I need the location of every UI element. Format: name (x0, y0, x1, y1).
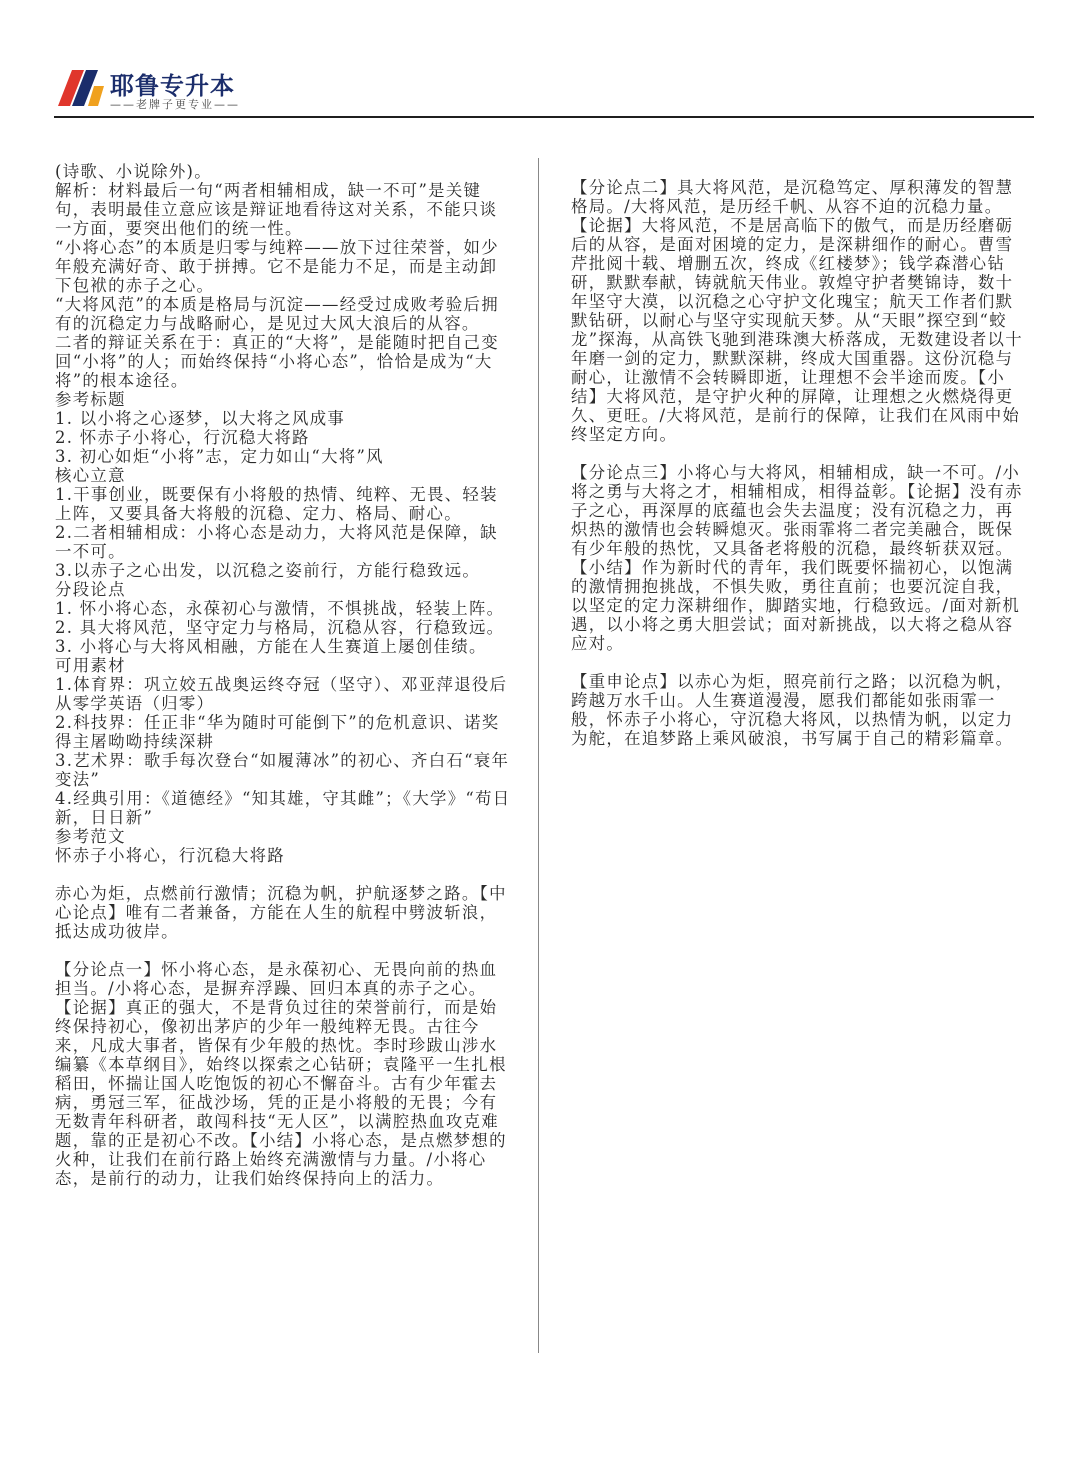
essay-title: 怀赤子小将心，行沉稳大将路 (55, 846, 285, 865)
header-divider (54, 116, 1034, 118)
brand-logo-icon (58, 70, 104, 106)
right-column (571, 178, 1029, 748)
essay-intro: 赤心为炬，点燃前行激情；沉稳为帆，护航逐梦之路。【中心论点】唯有二者兼备，方能在人生的航程中劈波斩浪，抵达成功彼岸。 (55, 884, 507, 941)
essay-point-two: 【分论点二】具大将风范，是沉稳笃定、厚积薄发的智慧格局。/大将风范，是历经千帆、从容不迫的沉稳力量。【论据】大将风范，不是居高临下的傲气，而是历经磨砺后的从容，是面对困境的定力，是深耕细作的耐心。曹雪芹批阅十载、增删五次，终成《红楼梦》；钱学森潜心钻研，默默奉献，铸就航天伟业。敦煌守护者樊锦诗，数十年坚守大漠，以沉稳之心守护文化瑰宝；航天工作者们默默钻研，以耐心与坚守实现航天梦。从“天眼”探空到“蛟龙”探海，从高铁飞驰到港珠澳大桥落成，无数建设者以十年磨一剑的定力，默默深耕，终成大国重器。这份沉稳与耐心，让激情不会转瞬即逝，让理想不会半途而废。【小结】大将风范，是守护火种的屏障，让理想之火燃烧得更久、更旺。/大将风范，是前行的保障，让我们在风雨中始终坚定方向。 (571, 178, 1023, 444)
analysis-paragraph: 解析：材料最后一句“两者相辅相成，缺一不可”是关键句，表明最佳立意应该是辩证地看待这对关系，不能只谈一方面，要突出他们的统一性。 (55, 181, 498, 238)
page-header (0, 0, 1080, 118)
brand-name: 耶鲁专升本 (110, 72, 235, 100)
section-heading-points: 分段论点 (55, 580, 126, 599)
essay-point-three: 【分论点三】小将心与大将风，相辅相成，缺一不可。/小将之勇与大将之才，相辅相成，相得益彰。【论据】没有赤子之心，再深厚的底蕴也会失去温度；没有沉稳之力，再炽热的激情也会转瞬熄灭。张雨霏将二者完美融合，既保有少年般的热忱，又具备老将般的沉稳，最终斩获双冠。【小结】作为新时代的青年，我们既要怀揣初心，以饱满的激情拥抱挑战，不惧失败，勇往直前；也要沉淀自我，以坚定的定力深耕细作，脚踏实地，行稳致远。/面对新机遇，以小将之勇大胆尝试；面对新挑战，以大将之稳从容应对。 (571, 463, 1023, 653)
sub-point: 2. 具大将风范，坚守定力与格局，沉稳从容，行稳致远。 (55, 618, 505, 637)
section-heading-titles: 参考标题 (55, 390, 126, 409)
xiaojiang-explanation: “小将心态”的本质是归零与纯粹——放下过往荣誉，如少年般充满好奇、敢于拼搏。它不是能力不足，而是主动卸下包袱的赤子之心。 (55, 238, 499, 295)
brand-slogan: ——老牌子更专业—— (110, 98, 240, 111)
dajiang-explanation: “大将风范”的本质是格局与沉淀——经受过成败考验后拥有的沉稳定力与战略耐心，是见过大风大浪后的从容。 (55, 295, 499, 333)
intro-note: (诗歌、小说除外)。 (55, 162, 212, 181)
column-divider (538, 158, 539, 1353)
material-item: 3.艺术界：歌手每次登台“如履薄冰”的初心、齐白石“衰年变法” (55, 751, 510, 789)
core-point: 2.二者相辅相成：小将心态是动力，大将风范是保障，缺一不可。 (55, 523, 498, 561)
essay-restatement: 【重申论点】以赤心为炬，照亮前行之路；以沉稳为帆，跨越万水千山。人生赛道漫漫，愿我们都能如张雨霏一般，怀赤子小将心，守沉稳大将风，以热情为帆，以定力为舵，在追梦路上乘风破浪，书写属于自己的精彩篇章。 (571, 672, 1014, 748)
dialectic-explanation: 二者的辩证关系在于：真正的“大将”，是能随时把自己变回“小将”的人；而始终保持“小将心态”，恰恰是成为“大将”的根本途径。 (55, 333, 499, 390)
section-heading-materials: 可用素材 (55, 656, 126, 675)
title-option: 1. 以小将之心逐梦，以大将之风成事 (55, 409, 346, 428)
core-point: 1.干事创业，既要保有小将般的热情、纯粹、无畏、轻装上阵，又要具备大将般的沉稳、定力、格局、耐心。 (55, 485, 498, 523)
sub-point: 3. 小将心与大将风相融，方能在人生赛道上屡创佳绩。 (55, 637, 487, 656)
sub-point: 1. 怀小将心态，永葆初心与激情，不惧挑战，轻装上阵。 (55, 599, 505, 618)
section-heading-essay: 参考范文 (55, 827, 126, 846)
material-item: 2.科技界：任正非“华为随时可能倒下”的危机意识、诺奖得主屠呦呦持续深耕 (55, 713, 500, 751)
core-point: 3.以赤子之心出发，以沉稳之姿前行，方能行稳致远。 (55, 561, 481, 580)
essay-point-one: 【分论点一】怀小将心态，是永葆初心、无畏向前的热血担当。/小将心态，是摒弃浮躁、回归本真的赤子之心。【论据】真正的强大，不是背负过往的荣誉前行，而是始终保持初心，像初出茅庐的少年一般纯粹无畏。古往今来，凡成大事者，皆保有少年般的热忱。李时珍跋山涉水编纂《本草纲目》，始终以探索之心钻研；袁隆平一生扎根稻田，怀揣让国人吃饱饭的初心不懈奋斗。古有少年霍去病，勇冠三军，征战沙场，凭的正是小将般的无畏；今有无数青年科研者，敢闯科技“无人区”，以满腔热血攻克难题，靠的正是初心不改。【小结】小将心态，是点燃梦想的火种，让我们在前行路上始终充满激情与力量。/小将心态，是前行的动力，让我们始终保持向上的活力。 (55, 960, 507, 1188)
title-option: 2. 怀赤子小将心，行沉稳大将路 (55, 428, 310, 447)
section-heading-core: 核心立意 (55, 466, 126, 485)
left-column (55, 162, 513, 1188)
title-option: 3. 初心如炬“小将”志，定力如山“大将”风 (55, 447, 384, 466)
material-item: 1.体育界：巩立姣五战奥运终夺冠（坚守）、邓亚萍退役后从零学英语（归零） (55, 675, 508, 713)
material-item: 4.经典引用：《道德经》“知其雄，守其雌”；《大学》“苟日新，日日新” (55, 789, 511, 827)
